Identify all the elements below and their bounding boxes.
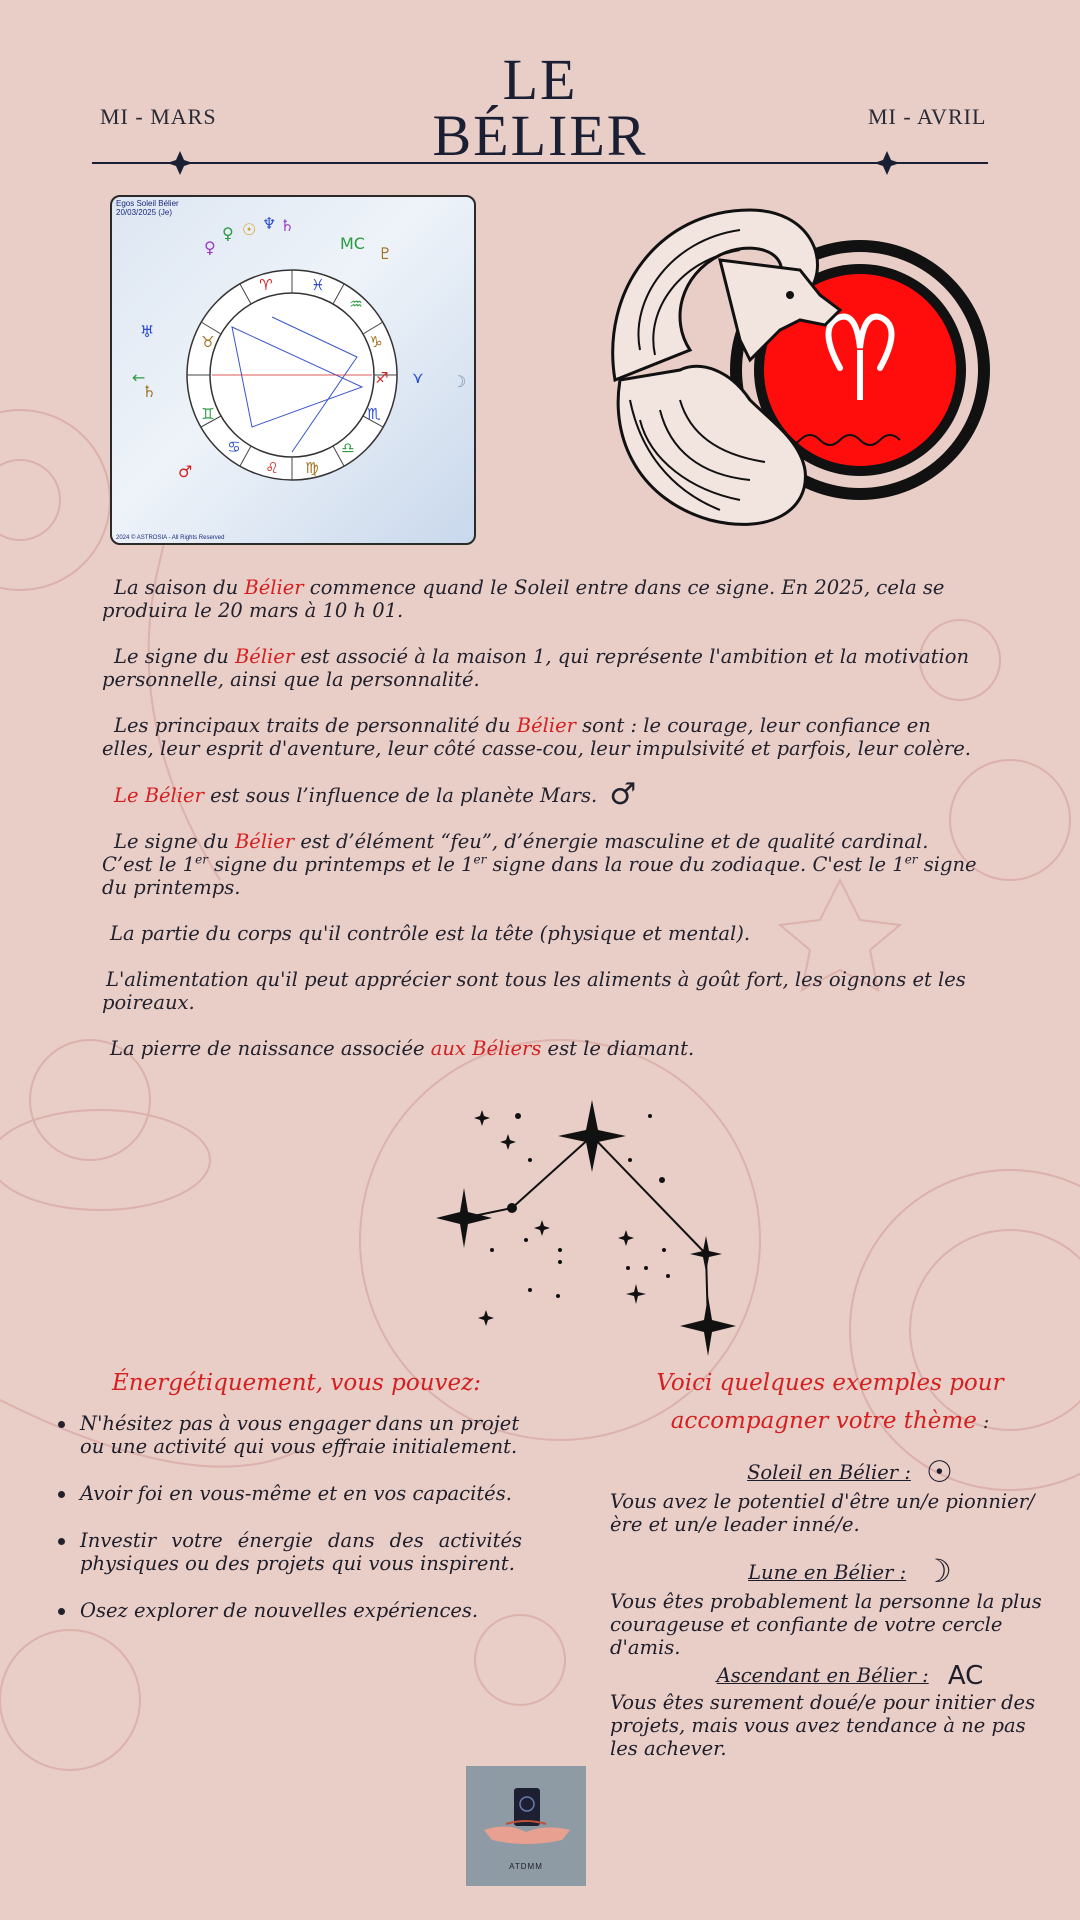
moon-text: Vous êtes probablement la personne la plus courageuse et confiante de votre cercle d'amis. [610,1590,1042,1659]
paragraph-body-part: La partie du corps qu'il contrôle est la tête (physique et mental). [110,922,751,945]
examples-title: Voici quelques exemples pour accompagner votre thème : [656,1370,1004,1434]
ascendant-example [610,1661,1050,1760]
energy-section [52,1364,522,1646]
intro-text [102,576,982,1060]
svg-text:♀: ♀ [204,238,216,257]
start-date-label: MI - MARS [100,104,217,129]
paragraph-planet: Le Bélier est sous l’influence de la planète Mars. ♂ [114,777,637,812]
svg-text:♂: ♂ [178,462,193,481]
svg-text:☽: ☽ [452,372,467,391]
sun-heading: Soleil en Bélier : [747,1461,911,1484]
svg-text:♄: ♄ [280,216,295,235]
sun-icon: ☉ [926,1455,953,1490]
svg-text:☉: ☉ [242,220,257,239]
svg-text:♌: ♌ [265,459,279,477]
tarot-hand-icon [466,1766,586,1856]
svg-text:♑: ♑ [369,333,383,351]
svg-text:♆: ♆ [262,214,277,233]
paragraph-season: La saison du Bélier commence quand le Soleil entre dans ce signe. En 2025, cela se produira le 20 mars à 10 h 01. [102,576,945,622]
highlight-belier: Bélier [244,576,304,599]
svg-text:♓: ♓ [311,276,325,294]
brand-logo [466,1766,586,1886]
svg-text:♄: ♄ [142,382,157,401]
header-divider [90,150,990,176]
zodiac-wheel [112,197,474,543]
svg-text:MC: MC [340,234,365,253]
paragraph-food: L'alimentation qu'il peut apprécier sont tous les aliments à goût fort, les oignons et les poireaux. [102,968,966,1014]
title-line-2: BÉLIER [432,103,648,168]
paragraph-stone: La pierre de naissance associée aux Béliers est le diamant. [110,1037,695,1060]
birth-chart-image [110,195,476,545]
end-date-label: MI - AVRIL [868,104,987,129]
paragraph-element: Le signe du Bélier est d’élément “feu”, d’énergie masculine et de qualité cardinal. C’est le 1er signe du printemps et le 1er signe dans la roue du zodiaque. C'est le 1er signe du printemps. [102,830,977,899]
svg-text:♀: ♀ [222,224,234,243]
examples-section [610,1364,1050,1760]
chart-caption-2: 20/03/2025 (Je) [116,208,173,217]
list-item: Avoir foi en vous-même et en vos capacités. [80,1482,522,1505]
svg-text:♉: ♉ [201,333,215,351]
svg-text:♐: ♐ [375,369,389,387]
svg-text:♎: ♎ [341,439,355,457]
chart-footer: 2024 © ASTROSIA - All Rights Reserved [116,535,225,541]
svg-text:♏: ♏ [367,405,381,423]
moon-example [610,1552,1050,1659]
highlight-belier: Bélier [516,714,576,737]
chart-caption-1: Egos Soleil Bélier [116,199,179,208]
list-item: N'hésitez pas à vous engager dans un projet ou une activité qui vous effraie initialement. [80,1412,522,1458]
svg-text:♈: ♈ [259,276,273,294]
title-line-1: LE [502,47,578,112]
paragraph-house: Le signe du Bélier est associé à la maison 1, qui représente l'ambition et la motivation personnelle, ainsi que la personnalité. [102,645,970,691]
moon-icon: ☽ [923,1552,952,1590]
highlight-aux-beliers: aux Béliers [430,1037,542,1060]
aries-constellation-image [430,1100,750,1380]
mars-icon: ♂ [609,777,637,812]
highlight-belier: Bélier [234,645,295,668]
svg-text:♊: ♊ [201,405,215,423]
highlight-le-belier: Le Bélier [114,784,204,807]
svg-text:♍: ♍ [305,459,319,477]
energy-list [52,1412,522,1622]
paragraph-traits: Les principaux traits de personnalité du Bélier sont : le courage, leur confiance en elles, leur esprit d'aventure, leur côté casse-cou, leur impulsivité et parfois, leur colère. [102,714,971,760]
svg-text:⋎: ⋎ [412,368,424,387]
ram-emblem-image [600,200,990,535]
highlight-belier: Bélier [234,830,295,853]
energy-title: Énergétiquement, vous pouvez: [112,1370,482,1396]
svg-text:♅: ♅ [140,322,155,341]
list-item: Osez explorer de nouvelles expériences. [80,1599,522,1622]
page-title [380,47,700,168]
sun-example [610,1455,1050,1536]
list-item: Investir votre énergie dans des activités physiques ou des projets qui vous inspirent. [80,1529,522,1575]
ascendant-heading: Ascendant en Bélier : [716,1664,929,1687]
moon-heading: Lune en Bélier : [748,1561,907,1584]
ascendant-text: Vous êtes surement doué/e pour initier des projets, mais vous avez tendance à ne pas les achever. [610,1691,1036,1760]
svg-text:♋: ♋ [227,438,241,456]
svg-text:♇: ♇ [378,244,393,263]
ascendant-icon: AC [947,1661,984,1691]
svg-text:♒: ♒ [349,295,363,313]
logo-text: ATDMM [509,1862,543,1871]
sun-text: Vous avez le potentiel d'être un/e pionnier/ère et un/e leader inné/e. [610,1490,1035,1536]
svg-text:←: ← [132,368,146,387]
